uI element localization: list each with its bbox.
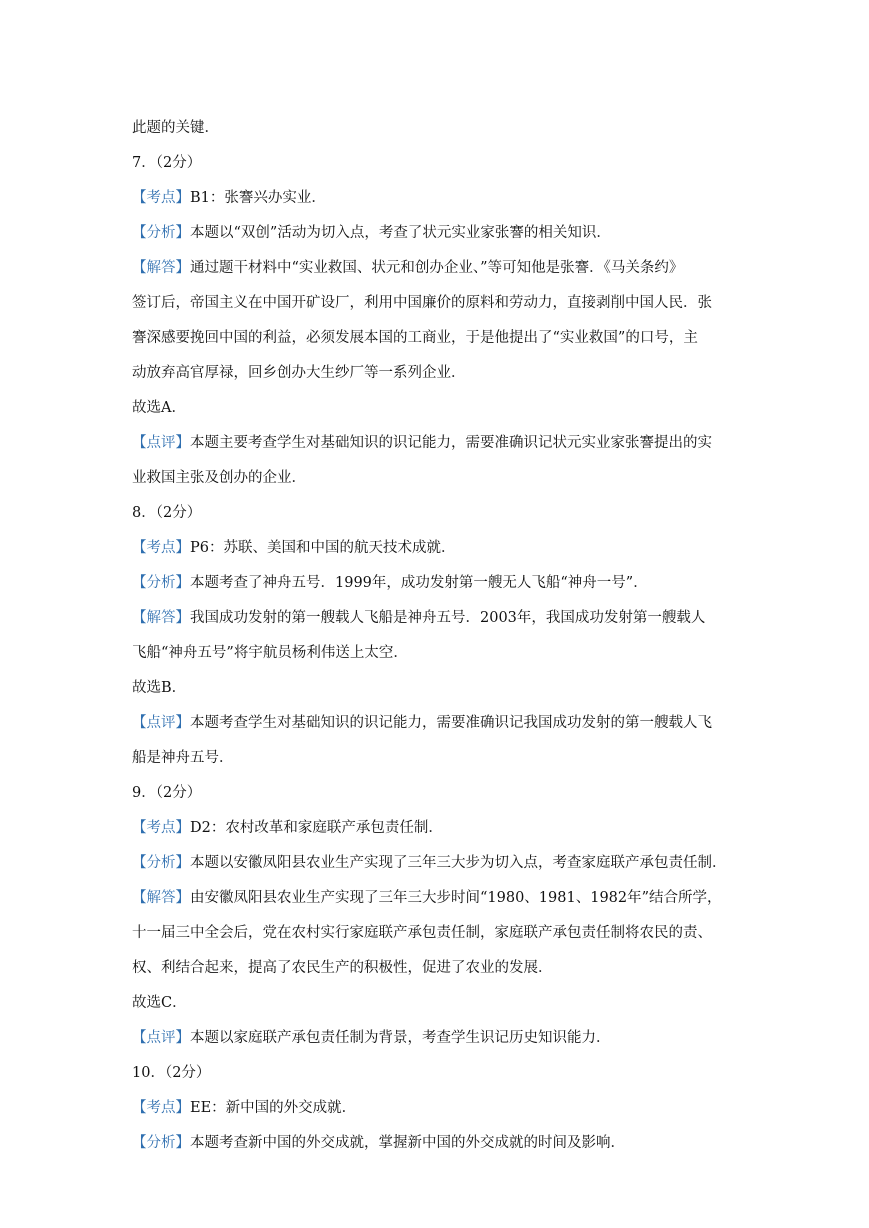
section-tag: 【点评】 <box>132 715 190 731</box>
line-text: 本题以“双创”活动为切入点，考查了状元实业家张謇的相关知识． <box>190 225 611 241</box>
dianping-line <box>132 426 737 461</box>
text-line <box>132 916 737 951</box>
answer-explanation-text <box>132 111 737 1161</box>
line-text: 飞船“神舟五号”将宇航员杨利伟送上太空． <box>132 645 408 661</box>
question-number <box>132 776 737 811</box>
line-text: 故选B． <box>132 680 187 696</box>
line-text: 船是神舟五号． <box>132 750 234 766</box>
dianping-line <box>132 706 737 741</box>
answer-choice-line <box>132 671 737 706</box>
line-text: 10．（2分） <box>132 1065 211 1081</box>
question-number <box>132 1056 737 1091</box>
question-number <box>132 496 737 531</box>
jieda-line <box>132 601 737 636</box>
text-line <box>132 741 737 776</box>
jieda-line <box>132 881 737 916</box>
fenxi-line <box>132 1126 737 1161</box>
section-tag: 【考点】 <box>132 190 190 206</box>
section-tag: 【考点】 <box>132 1100 190 1116</box>
kaodian-line <box>132 181 737 216</box>
text-line <box>132 111 737 146</box>
line-text: 业救国主张及创办的企业． <box>132 470 306 486</box>
line-text: P6：苏联、美国和中国的航天技术成就． <box>190 540 456 556</box>
section-tag: 【解答】 <box>132 260 190 276</box>
line-text: 由安徽凤阳县农业生产实现了三年三大步时间“1980、1981、1982年”结合所学， <box>190 890 722 906</box>
line-text: 故选C． <box>132 995 187 1011</box>
text-line <box>132 286 737 321</box>
line-text: 謇深感要挽回中国的利益，必须发展本国的工商业，于是他提出了“实业救国”的口号，主 <box>132 330 698 346</box>
section-tag: 【考点】 <box>132 820 190 836</box>
line-text: 本题考查学生对基础知识的识记能力，需要准确识记我国成功发射的第一艘载人飞 <box>190 715 712 731</box>
section-tag: 【解答】 <box>132 610 190 626</box>
line-text: 通过题干材料中“实业救国、状元和创办企业、”等可知他是张謇．《马关条约》 <box>190 260 684 276</box>
kaodian-line <box>132 811 737 846</box>
section-tag: 【考点】 <box>132 540 190 556</box>
dianping-line <box>132 1021 737 1056</box>
text-line <box>132 951 737 986</box>
line-text: 本题以安徽凤阳县农业生产实现了三年三大步为切入点，考查家庭联产承包责任制． <box>190 855 727 871</box>
text-line <box>132 356 737 391</box>
jieda-line <box>132 251 737 286</box>
line-text: 8．（2分） <box>132 505 202 521</box>
line-text: B1：张謇兴办实业． <box>190 190 326 206</box>
line-text: 动放弃高官厚禄，回乡创办大生纱厂等一系列企业． <box>132 365 466 381</box>
section-tag: 【点评】 <box>132 1030 190 1046</box>
fenxi-line <box>132 846 737 881</box>
fenxi-line <box>132 216 737 251</box>
line-text: 我国成功发射的第一艘载人飞船是神舟五号．2003年，我国成功发射第一艘载人 <box>190 610 706 626</box>
line-text: D2：农村改革和家庭联产承包责任制． <box>190 820 443 836</box>
section-tag: 【分析】 <box>132 855 190 871</box>
answer-choice-line <box>132 391 737 426</box>
kaodian-line <box>132 1091 737 1126</box>
line-text: EE：新中国的外交成就． <box>190 1100 357 1116</box>
section-tag: 【点评】 <box>132 435 190 451</box>
question-number <box>132 146 737 181</box>
answer-choice-line <box>132 986 737 1021</box>
line-text: 本题考查了神舟五号．1999年，成功发射第一艘无人飞船“神舟一号”． <box>190 575 648 591</box>
section-tag: 【解答】 <box>132 890 190 906</box>
text-line <box>132 636 737 671</box>
line-text: 十一届三中全会后，党在农村实行家庭联产承包责任制，家庭联产承包责任制将农民的责、 <box>132 925 712 941</box>
fenxi-line <box>132 566 737 601</box>
section-tag: 【分析】 <box>132 1135 190 1151</box>
section-tag: 【分析】 <box>132 575 190 591</box>
section-tag: 【分析】 <box>132 225 190 241</box>
line-text: 本题主要考查学生对基础知识的识记能力，需要准确识记状元实业家张謇提出的实 <box>190 435 712 451</box>
line-text: 签订后，帝国主义在中国开矿设厂，利用中国廉价的原料和劳动力，直接剥削中国人民．张 <box>132 295 712 311</box>
kaodian-line <box>132 531 737 566</box>
line-text: 9．（2分） <box>132 785 202 801</box>
line-text: 本题考查新中国的外交成就，掌握新中国的外交成就的时间及影响． <box>190 1135 625 1151</box>
line-text: 故选A． <box>132 400 186 416</box>
line-text: 本题以家庭联产承包责任制为背景，考查学生识记历史知识能力． <box>190 1030 611 1046</box>
line-text: 权、利结合起来，提高了农民生产的积极性，促进了农业的发展． <box>132 960 553 976</box>
text-line <box>132 321 737 356</box>
line-text: 此题的关键． <box>132 120 219 136</box>
text-line <box>132 461 737 496</box>
line-text: 7．（2分） <box>132 155 202 171</box>
